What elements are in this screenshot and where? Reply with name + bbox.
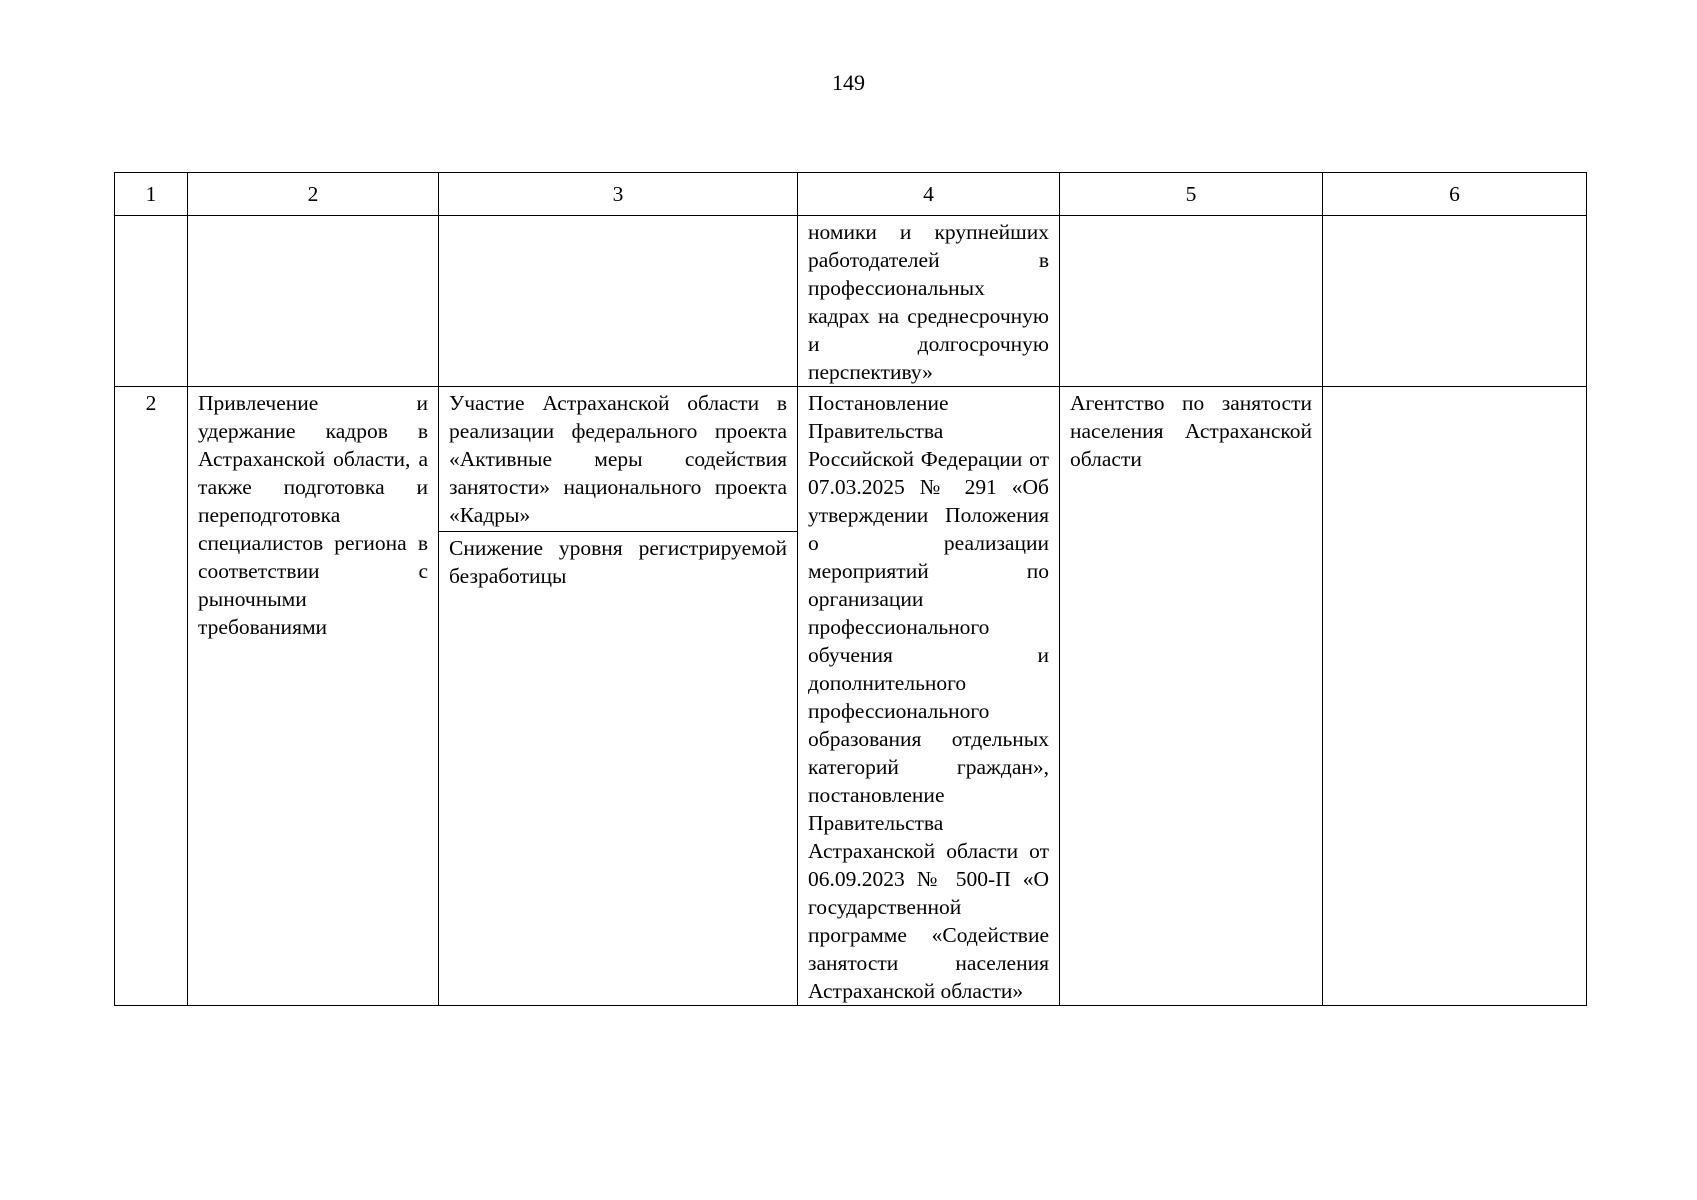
column-header-5: 5 [1060,173,1323,216]
table-row-2 [115,387,1587,1006]
cell-row2-task-2: Снижение уровня регистрируемой безработицы [449,536,787,588]
page-number: 149 [832,70,865,95]
cell-continuation-col1 [115,216,188,387]
table-header-row [115,173,1587,216]
cell-row2-goal: Привлечение и удержание кадров в Астраханской области, а также подготовка и переподготовка специалистов региона в соответствии с рыночными требованиями [188,387,439,1006]
cell-row2-col6 [1323,387,1587,1006]
table-row-continuation [115,216,1587,387]
cell-row2-tasks [439,387,798,1006]
column-header-2: 2 [188,173,439,216]
cell-row2-responsible: Агентство по занятости населения Астраханской области [1060,387,1323,1006]
cell-row2-number: 2 [115,387,188,1006]
column-header-6: 6 [1323,173,1587,216]
cell-continuation-col3 [439,216,798,387]
document-table [114,172,1587,1006]
cell-continuation-col4: номики и крупнейших работодателей в профессиональных кадрах на среднесрочную и долгосрочную перспективу» [798,216,1060,387]
cell-continuation-col2 [188,216,439,387]
cell-row2-task-1: Участие Астраханской области в реализации федерального проекта «Активные меры содействия занятости» национального проекта «Кадры» [449,391,787,527]
cell-row2-legal-basis: Постановление Правительства Российской Федерации от 07.03.2025 № 291 «Об утверждении Положения о реализации мероприятий по организации профессионального обучения и дополнительного профессионального образования отдельных категорий граждан», постановление Правительства Астраханской области от 06.09.2023 № 500-П «О государственной программе «Содействие занятости населения Астраханской области» [798,387,1060,1006]
column-header-3: 3 [439,173,798,216]
cell-continuation-col6 [1323,216,1587,387]
cell-continuation-col5 [1060,216,1323,387]
column-header-4: 4 [798,173,1060,216]
column-header-1: 1 [115,173,188,216]
